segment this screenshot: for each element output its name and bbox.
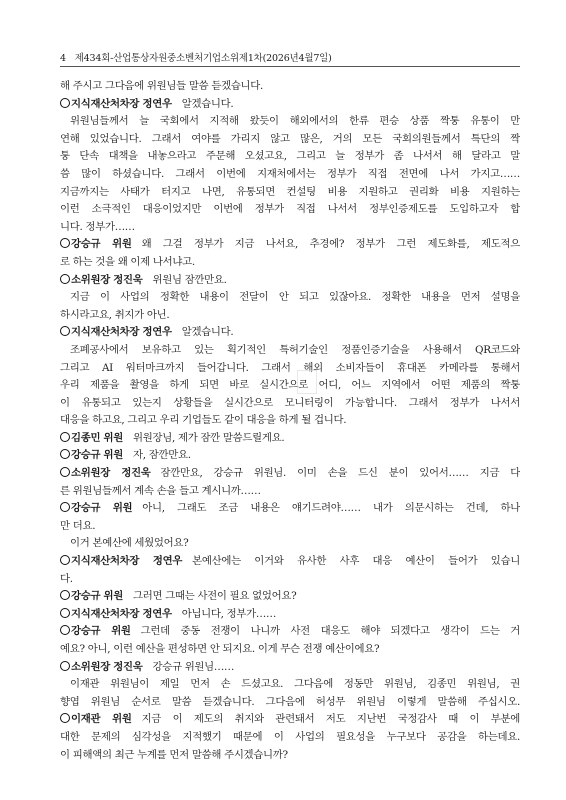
page-header <box>60 50 520 64</box>
circle-marker-icon <box>60 608 70 618</box>
circle-marker-icon <box>60 590 70 600</box>
circle-marker-icon <box>60 502 70 512</box>
text-line: 대한 문제의 심각성을 지적했기 때문에 이 사업의 필요성을 누구보다 공감을 하는데요. <box>60 730 520 743</box>
text-line: 로 하는 것을 왜 이제 나서냐고. <box>60 255 195 268</box>
circle-marker-icon <box>60 625 70 635</box>
speaker-line <box>60 500 520 518</box>
circle-marker-icon <box>60 467 70 477</box>
text-line: 우리 제품을 촬영을 하게 되면 바로 실시간으로 어디, 어느 지역에서 어떤 제품의 짝퉁 <box>60 379 520 392</box>
speaker-line <box>60 553 520 571</box>
text-line: 른 위원님들께서 계속 손을 들고 계시니까…… <box>60 484 261 497</box>
speaker-line <box>60 465 520 483</box>
speaker-line <box>60 96 520 114</box>
speech-text: 아니, 그래도 조금 내용은 얘기드려야…… 내가 의문시하는 건데, 하나 <box>142 502 520 515</box>
text-line: 연해 있었습니다. 그래서 여야를 가리지 않고 많은, 거의 모든 국회의원들께서 특단의 짝 <box>60 132 520 145</box>
transcript-body <box>60 78 520 764</box>
speech-text: 본예산에는 이거와 유사한 사후 대응 예산이 들어가 있습니 <box>192 555 520 568</box>
paragraph-start-line: 위원님들께서 늘 국회에서 지적해 왔듯이 해외에서의 한류 편승 상품 짝퉁 유통이 만 <box>70 115 520 128</box>
speech-text: 잠깐만요, 강승규 위원님. 이미 손을 드신 분이 있어서…… 지금 다 <box>160 467 520 480</box>
circle-marker-icon <box>60 432 70 442</box>
text-line: 예요? 아니, 이런 예산을 편성하면 안 되지요. 이게 무슨 전쟁 예산이에요? <box>60 643 380 655</box>
text-line: 향엽 위원님 순서로 말씀 듣겠습니다. 그다음에 허성무 위원님 이렇게 말씀해 주십시오. <box>60 695 520 708</box>
circle-marker-icon <box>60 713 70 723</box>
header-rule <box>60 66 520 67</box>
text-line: 대응을 하고요, 그리고 우리 기업들도 같이 대응을 하게 될 겁니다. <box>60 414 347 427</box>
text-line: 니다. 정부가…… <box>60 220 135 233</box>
paragraph-start-line: 조폐공사에서 보유하고 있는 획기적인 특허기술인 정품인증기술을 사용해서 QR코드와 <box>70 343 520 356</box>
circle-marker-icon <box>60 274 70 284</box>
header-title: 제434회-산업통상자원중소벤처기업소위제1차(2026년4월7일) <box>74 53 332 64</box>
text-line: 해 주시고 그다음에 위원님들 말씀 듣겠습니다. <box>60 80 264 92</box>
text-line: 하시라고요, 취지가 아닌. <box>60 308 170 321</box>
speech-text: 아닙니다, 정부가…… <box>181 607 277 620</box>
speaker-line <box>60 430 520 448</box>
text-line: 이런 소극적인 대응이었지만 이번에 정부가 직접 나서서 정부인증제도를 도입하고자 합 <box>60 203 520 216</box>
speaker-name: 강승규 위원 <box>71 449 124 462</box>
speaker-name: 소위원장 정진욱 <box>71 660 143 673</box>
paragraph-start-line: 지금 이 사업의 정확한 내용이 전달이 안 되고 있잖아요. 정확한 내용을 먼저 설명을 <box>70 291 520 304</box>
text-line: 지금까지는 사태가 터지고 나면, 유통되면 컨설팅 비용 지원하고 권리화 비용 지원하는 <box>60 185 520 198</box>
watermark-mark <box>297 370 317 394</box>
speaker-name: 소위원장 정진욱 <box>71 273 143 286</box>
speaker-line <box>60 324 520 342</box>
speaker-name: 강승규 위원 <box>71 625 131 638</box>
text-line: 그리고 AI 워터마크까지 들어갑니다. 그래서 해외 소비자들이 휴대폰 카메라를 통해서 <box>60 361 520 374</box>
speaker-name: 지식재산처차장 정연우 <box>71 555 183 568</box>
speech-text: 자, 잠깐만요. <box>133 449 191 462</box>
circle-marker-icon <box>60 326 70 336</box>
circle-marker-icon <box>60 98 70 108</box>
text-line: 퉁 단속 대책을 내놓으라고 주문해 오셨고요, 그리고 늘 정부가 좀 나서서 해 달라고 말 <box>60 150 520 163</box>
circle-marker-icon <box>60 238 70 248</box>
speaker-name: 소위원장 정진욱 <box>71 467 151 480</box>
speaker-name: 이재관 위원 <box>71 713 132 726</box>
speech-text: 왜 그걸 정부가 지금 나서요, 추경에? 정부가 그런 제도화를, 제도적으 <box>141 238 520 251</box>
speaker-line <box>60 447 520 465</box>
speech-text: 강승규 위원님…… <box>152 660 235 673</box>
circle-marker-icon <box>60 661 70 671</box>
speaker-name: 김종민 위원 <box>71 431 124 444</box>
speaker-line <box>60 711 520 729</box>
text-line: 만 더요. <box>60 519 96 532</box>
speaker-line <box>60 606 520 624</box>
speaker-name: 강승규 위원 <box>71 238 132 251</box>
speech-text: 알겠습니다. <box>181 97 234 110</box>
text-line: 다. <box>60 572 73 585</box>
speaker-line <box>60 623 520 641</box>
circle-marker-icon <box>60 449 70 459</box>
speech-text: 알겠습니다. <box>181 326 234 339</box>
speaker-line <box>60 659 520 677</box>
speaker-name: 강승규 위원 <box>71 502 133 515</box>
text-line: 이 유통되고 있는지 상황들을 실시간으로 모니터링이 가능합니다. 그래서 정부가 나서서 <box>60 396 520 409</box>
speaker-name: 지식재산처차장 정연우 <box>71 607 172 620</box>
speaker-name: 강승규 위원 <box>71 590 124 603</box>
speech-text: 지금 이 제도의 취지와 관련돼서 저도 지난번 국정감사 때 이 부분에 <box>141 713 520 726</box>
speech-text: 그러면 그때는 사전이 필요 없었어요? <box>133 590 297 603</box>
speaker-line <box>60 588 520 606</box>
speaker-name: 지식재산처차장 정연우 <box>71 326 172 339</box>
paragraph-start-line: 이재관 위원님이 제일 먼저 손 드셨고요. 그다음에 정동만 위원님, 김종민 위원님, 권 <box>70 678 520 691</box>
circle-marker-icon <box>60 555 70 565</box>
page-number: 4 <box>60 53 66 64</box>
speaker-line <box>60 236 520 254</box>
paragraph-start-line: 이거 본예산에 세웠었어요? <box>70 537 189 550</box>
speaker-line <box>60 272 520 290</box>
speech-text: 위원장님, 제가 잠깐 말씀드릴게요. <box>133 431 285 444</box>
text-line: 씀 많이 하셨습니다. 그래서 이번에 지재처에서는 정부가 직접 전면에 나서 가지고…… <box>60 167 520 180</box>
speaker-name: 지식재산처차장 정연우 <box>71 97 172 110</box>
speech-text: 위원님 잠깐만요. <box>152 273 227 286</box>
speech-text: 그런데 중동 전쟁이 나니까 사전 대응도 해야 되겠다고 생각이 드는 거 <box>140 625 520 638</box>
text-line: 이 피해액의 최근 누계를 먼저 말씀해 주시겠습니까? <box>60 748 288 761</box>
